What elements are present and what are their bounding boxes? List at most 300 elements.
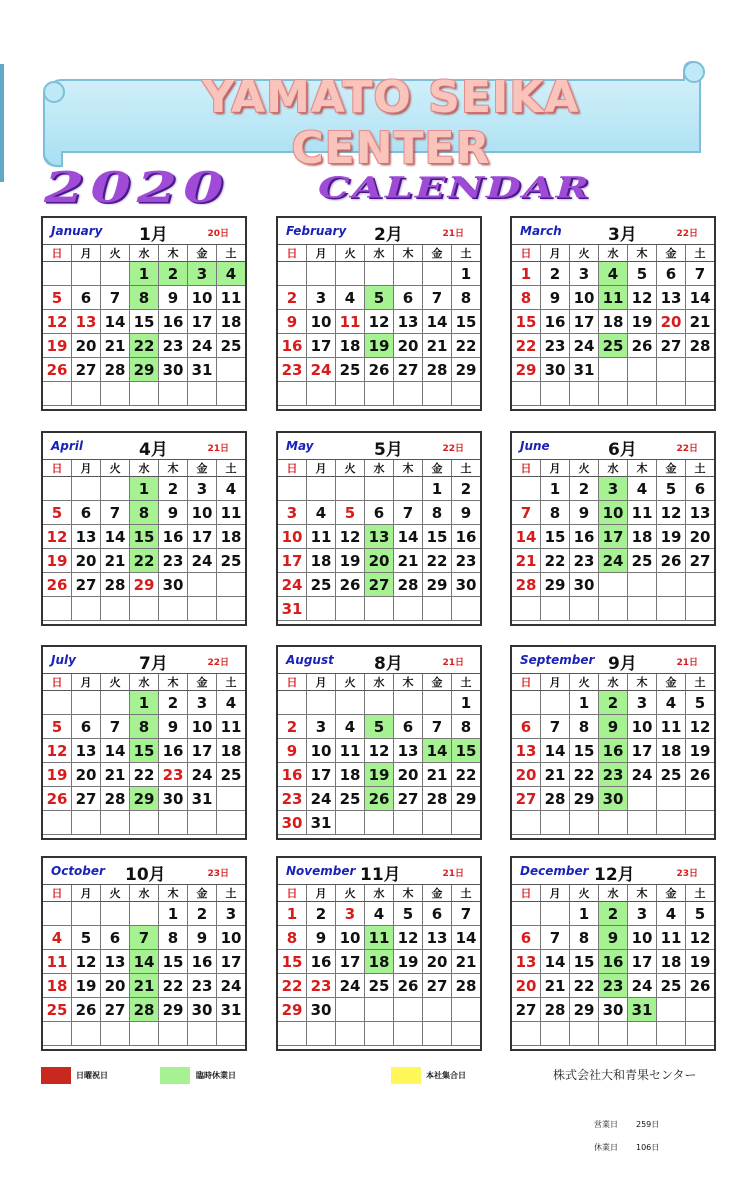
day-cell: 12 xyxy=(43,310,72,334)
day-cell: 11 xyxy=(599,286,628,310)
month-december xyxy=(510,856,716,1051)
day-cell: 21 xyxy=(452,950,480,974)
day-cell: 18 xyxy=(336,763,365,787)
day-cell: 23 xyxy=(159,549,188,573)
weekday-header: 水 xyxy=(599,245,628,262)
empty-cell xyxy=(657,811,686,835)
day-cell: 24 xyxy=(628,763,657,787)
day-cell: 20 xyxy=(72,549,101,573)
empty-cell xyxy=(159,1022,188,1046)
day-cell: 14 xyxy=(541,950,570,974)
month-header xyxy=(278,858,480,885)
day-cell: 16 xyxy=(599,950,628,974)
day-cell: 22 xyxy=(541,549,570,573)
day-cell: 22 xyxy=(452,334,480,358)
empty-cell xyxy=(512,382,541,406)
day-cell: 28 xyxy=(130,998,159,1022)
day-cell: 23 xyxy=(452,549,480,573)
month-june xyxy=(510,431,716,626)
day-cell: 11 xyxy=(217,501,245,525)
day-cell: 14 xyxy=(452,926,480,950)
day-cell: 1 xyxy=(278,902,307,926)
day-cell: 6 xyxy=(657,262,686,286)
day-cell: 18 xyxy=(217,525,245,549)
month-july xyxy=(41,645,247,840)
empty-cell xyxy=(657,358,686,382)
empty-cell xyxy=(188,1022,217,1046)
legend-swatch-meeting xyxy=(391,1067,421,1084)
empty-cell xyxy=(43,477,72,501)
year-heading: 2020 xyxy=(44,163,230,212)
day-cell: 9 xyxy=(159,286,188,310)
empty-cell xyxy=(365,691,394,715)
day-cell: 17 xyxy=(336,950,365,974)
month-name-jp: 8月 xyxy=(374,654,403,674)
empty-cell xyxy=(101,477,130,501)
weekday-header: 水 xyxy=(130,674,159,691)
day-cell: 16 xyxy=(159,525,188,549)
day-grid xyxy=(43,245,245,406)
day-cell: 29 xyxy=(512,358,541,382)
weekday-header: 木 xyxy=(159,885,188,902)
day-cell: 9 xyxy=(278,739,307,763)
empty-cell xyxy=(307,382,336,406)
weekday-header: 水 xyxy=(130,460,159,477)
day-cell: 13 xyxy=(423,926,452,950)
weekday-header: 月 xyxy=(541,885,570,902)
empty-cell xyxy=(72,597,101,621)
weekday-header: 土 xyxy=(686,245,714,262)
day-cell: 13 xyxy=(686,501,714,525)
day-cell: 27 xyxy=(423,974,452,998)
stat-label: 休業日 xyxy=(594,1143,618,1152)
day-cell: 30 xyxy=(599,998,628,1022)
day-cell: 9 xyxy=(541,286,570,310)
weekday-header: 水 xyxy=(365,460,394,477)
weekday-header: 金 xyxy=(657,245,686,262)
empty-cell xyxy=(278,262,307,286)
day-cell: 20 xyxy=(101,974,130,998)
day-cell: 22 xyxy=(130,334,159,358)
day-cell: 28 xyxy=(101,787,130,811)
day-cell: 11 xyxy=(336,310,365,334)
day-cell: 28 xyxy=(512,573,541,597)
day-cell: 4 xyxy=(336,715,365,739)
day-cell: 27 xyxy=(394,787,423,811)
month-name-jp: 6月 xyxy=(608,440,637,460)
day-cell: 8 xyxy=(159,926,188,950)
day-cell: 22 xyxy=(570,974,599,998)
empty-cell xyxy=(217,1022,245,1046)
day-cell: 24 xyxy=(278,573,307,597)
day-cell: 15 xyxy=(278,950,307,974)
empty-cell xyxy=(159,811,188,835)
empty-cell xyxy=(657,573,686,597)
day-cell: 26 xyxy=(72,998,101,1022)
day-cell: 10 xyxy=(628,715,657,739)
weekday-header: 月 xyxy=(307,460,336,477)
day-cell: 16 xyxy=(570,525,599,549)
day-cell: 1 xyxy=(570,902,599,926)
day-cell: 18 xyxy=(657,950,686,974)
empty-cell xyxy=(686,358,714,382)
empty-cell xyxy=(72,902,101,926)
day-cell: 9 xyxy=(452,501,480,525)
day-cell: 22 xyxy=(570,763,599,787)
empty-cell xyxy=(512,477,541,501)
weekday-header: 日 xyxy=(43,245,72,262)
day-cell: 21 xyxy=(541,763,570,787)
day-cell: 2 xyxy=(188,902,217,926)
weekday-header: 日 xyxy=(512,245,541,262)
day-cell: 29 xyxy=(130,787,159,811)
empty-cell xyxy=(336,262,365,286)
day-cell: 5 xyxy=(336,501,365,525)
day-cell: 26 xyxy=(43,573,72,597)
day-cell: 18 xyxy=(599,310,628,334)
empty-cell xyxy=(628,787,657,811)
empty-cell xyxy=(307,477,336,501)
empty-cell xyxy=(217,811,245,835)
month-header xyxy=(512,858,714,885)
day-cell: 21 xyxy=(101,549,130,573)
empty-cell xyxy=(394,998,423,1022)
empty-cell xyxy=(278,691,307,715)
empty-cell xyxy=(628,811,657,835)
day-grid xyxy=(278,674,480,835)
day-cell: 23 xyxy=(541,334,570,358)
day-cell: 26 xyxy=(628,334,657,358)
empty-cell xyxy=(217,787,245,811)
day-cell: 3 xyxy=(628,902,657,926)
empty-cell xyxy=(217,358,245,382)
day-cell: 11 xyxy=(628,501,657,525)
day-cell: 27 xyxy=(72,787,101,811)
month-august xyxy=(276,645,482,840)
empty-cell xyxy=(628,358,657,382)
day-cell: 7 xyxy=(452,902,480,926)
weekday-header: 日 xyxy=(278,245,307,262)
weekday-header: 金 xyxy=(423,245,452,262)
left-edge-line xyxy=(0,64,4,182)
empty-cell xyxy=(365,811,394,835)
empty-cell xyxy=(570,382,599,406)
month-header xyxy=(512,218,714,245)
day-cell: 17 xyxy=(307,763,336,787)
weekday-header: 木 xyxy=(159,460,188,477)
month-name-jp: 11月 xyxy=(360,865,401,885)
day-cell: 6 xyxy=(72,286,101,310)
day-cell: 15 xyxy=(159,950,188,974)
empty-cell xyxy=(570,597,599,621)
weekday-header: 金 xyxy=(188,245,217,262)
day-cell: 19 xyxy=(43,549,72,573)
day-cell: 13 xyxy=(72,310,101,334)
day-cell: 3 xyxy=(217,902,245,926)
day-cell: 7 xyxy=(130,926,159,950)
day-cell: 15 xyxy=(130,739,159,763)
empty-cell xyxy=(43,1022,72,1046)
empty-cell xyxy=(686,1022,714,1046)
weekday-header: 月 xyxy=(307,674,336,691)
month-name-en: July xyxy=(51,653,76,667)
day-cell: 22 xyxy=(130,763,159,787)
day-cell: 15 xyxy=(130,310,159,334)
empty-cell xyxy=(541,1022,570,1046)
day-cell: 29 xyxy=(570,787,599,811)
day-cell: 11 xyxy=(43,950,72,974)
day-cell: 2 xyxy=(541,262,570,286)
day-cell: 13 xyxy=(512,950,541,974)
day-cell: 2 xyxy=(159,691,188,715)
month-name-jp: 5月 xyxy=(374,440,403,460)
legend-label-closed: 臨時休業日 xyxy=(196,1071,236,1080)
day-cell: 16 xyxy=(159,739,188,763)
day-cell: 15 xyxy=(512,310,541,334)
day-cell: 3 xyxy=(188,477,217,501)
empty-cell xyxy=(72,382,101,406)
day-cell: 18 xyxy=(217,310,245,334)
day-cell: 14 xyxy=(423,739,452,763)
day-cell: 31 xyxy=(217,998,245,1022)
day-cell: 9 xyxy=(188,926,217,950)
weekday-header: 火 xyxy=(336,885,365,902)
working-day-count: 21日 xyxy=(442,658,464,668)
empty-cell xyxy=(541,597,570,621)
day-cell: 9 xyxy=(570,501,599,525)
day-cell: 4 xyxy=(307,501,336,525)
empty-cell xyxy=(512,811,541,835)
empty-cell xyxy=(188,597,217,621)
weekday-header: 金 xyxy=(657,460,686,477)
weekday-header: 水 xyxy=(130,245,159,262)
month-header xyxy=(512,647,714,674)
day-cell: 25 xyxy=(365,974,394,998)
day-cell: 5 xyxy=(72,926,101,950)
month-name-en: February xyxy=(286,224,347,238)
day-cell: 1 xyxy=(570,691,599,715)
day-cell: 30 xyxy=(159,787,188,811)
month-header xyxy=(43,858,245,885)
day-cell: 5 xyxy=(365,715,394,739)
day-cell: 2 xyxy=(599,691,628,715)
weekday-header: 土 xyxy=(686,460,714,477)
day-cell: 24 xyxy=(599,549,628,573)
empty-cell xyxy=(452,998,480,1022)
month-name-jp: 9月 xyxy=(608,654,637,674)
empty-cell xyxy=(43,902,72,926)
empty-cell xyxy=(512,691,541,715)
weekday-header: 月 xyxy=(307,885,336,902)
day-cell: 2 xyxy=(159,477,188,501)
day-cell: 7 xyxy=(101,501,130,525)
day-cell: 24 xyxy=(188,334,217,358)
day-cell: 1 xyxy=(423,477,452,501)
day-cell: 6 xyxy=(394,715,423,739)
weekday-header: 金 xyxy=(423,885,452,902)
day-cell: 1 xyxy=(130,477,159,501)
day-cell: 23 xyxy=(278,787,307,811)
day-cell: 14 xyxy=(541,739,570,763)
day-cell: 6 xyxy=(686,477,714,501)
day-cell: 25 xyxy=(217,334,245,358)
empty-cell xyxy=(423,691,452,715)
day-cell: 22 xyxy=(278,974,307,998)
day-grid xyxy=(43,460,245,621)
day-cell: 30 xyxy=(307,998,336,1022)
weekday-header: 火 xyxy=(101,460,130,477)
weekday-header: 土 xyxy=(217,885,245,902)
day-cell: 19 xyxy=(628,310,657,334)
day-cell: 8 xyxy=(130,286,159,310)
day-cell: 25 xyxy=(217,549,245,573)
title-banner xyxy=(36,58,716,176)
empty-cell xyxy=(130,1022,159,1046)
day-cell: 2 xyxy=(159,262,188,286)
day-cell: 24 xyxy=(628,974,657,998)
month-name-en: November xyxy=(286,864,356,878)
day-cell: 31 xyxy=(570,358,599,382)
empty-cell xyxy=(72,811,101,835)
day-cell: 26 xyxy=(43,787,72,811)
empty-cell xyxy=(394,262,423,286)
empty-cell xyxy=(394,1022,423,1046)
day-cell: 3 xyxy=(570,262,599,286)
day-cell: 5 xyxy=(628,262,657,286)
weekday-header: 日 xyxy=(512,674,541,691)
day-cell: 14 xyxy=(101,739,130,763)
empty-cell xyxy=(365,262,394,286)
month-header xyxy=(278,218,480,245)
day-cell: 22 xyxy=(423,549,452,573)
day-cell: 11 xyxy=(657,926,686,950)
day-cell: 9 xyxy=(278,310,307,334)
empty-cell xyxy=(365,1022,394,1046)
month-name-en: September xyxy=(520,653,595,667)
day-cell: 15 xyxy=(541,525,570,549)
day-cell: 26 xyxy=(686,763,714,787)
day-cell: 5 xyxy=(365,286,394,310)
empty-cell xyxy=(101,902,130,926)
empty-cell xyxy=(217,382,245,406)
day-cell: 3 xyxy=(188,262,217,286)
month-header xyxy=(278,433,480,460)
day-cell: 4 xyxy=(43,926,72,950)
month-header xyxy=(278,647,480,674)
day-cell: 11 xyxy=(657,715,686,739)
day-cell: 10 xyxy=(307,310,336,334)
day-cell: 4 xyxy=(657,691,686,715)
day-cell: 12 xyxy=(657,501,686,525)
day-grid xyxy=(512,674,714,835)
weekday-header: 水 xyxy=(599,674,628,691)
month-may xyxy=(276,431,482,626)
weekday-header: 月 xyxy=(541,460,570,477)
day-cell: 2 xyxy=(307,902,336,926)
day-cell: 13 xyxy=(365,525,394,549)
day-cell: 15 xyxy=(570,950,599,974)
day-cell: 29 xyxy=(423,573,452,597)
day-cell: 29 xyxy=(130,573,159,597)
day-cell: 21 xyxy=(423,763,452,787)
day-cell: 5 xyxy=(686,691,714,715)
day-cell: 25 xyxy=(336,358,365,382)
empty-cell xyxy=(72,262,101,286)
empty-cell xyxy=(423,811,452,835)
day-cell: 4 xyxy=(628,477,657,501)
empty-cell xyxy=(599,573,628,597)
weekday-header: 日 xyxy=(278,460,307,477)
day-cell: 29 xyxy=(130,358,159,382)
day-cell: 19 xyxy=(686,950,714,974)
weekday-header: 日 xyxy=(43,674,72,691)
empty-cell xyxy=(307,691,336,715)
day-cell: 20 xyxy=(512,763,541,787)
day-cell: 19 xyxy=(365,763,394,787)
day-cell: 21 xyxy=(686,310,714,334)
month-march xyxy=(510,216,716,411)
empty-cell xyxy=(452,382,480,406)
day-cell: 13 xyxy=(101,950,130,974)
day-grid xyxy=(512,460,714,621)
empty-cell xyxy=(365,477,394,501)
empty-cell xyxy=(365,382,394,406)
month-name-jp: 3月 xyxy=(608,225,637,245)
day-cell: 2 xyxy=(599,902,628,926)
day-cell: 1 xyxy=(130,691,159,715)
empty-cell xyxy=(394,811,423,835)
month-name-en: May xyxy=(286,439,314,453)
month-name-en: March xyxy=(520,224,562,238)
day-cell: 25 xyxy=(599,334,628,358)
empty-cell xyxy=(686,811,714,835)
weekday-header: 木 xyxy=(394,460,423,477)
weekday-header: 金 xyxy=(188,674,217,691)
day-cell: 21 xyxy=(541,974,570,998)
day-cell: 5 xyxy=(394,902,423,926)
day-cell: 13 xyxy=(394,739,423,763)
day-cell: 16 xyxy=(541,310,570,334)
month-name-jp: 2月 xyxy=(374,225,403,245)
weekday-header: 金 xyxy=(188,885,217,902)
day-cell: 28 xyxy=(394,573,423,597)
day-cell: 25 xyxy=(657,974,686,998)
day-cell: 28 xyxy=(541,787,570,811)
day-cell: 21 xyxy=(130,974,159,998)
day-cell: 27 xyxy=(686,549,714,573)
empty-cell xyxy=(130,382,159,406)
empty-cell xyxy=(599,358,628,382)
day-cell: 9 xyxy=(307,926,336,950)
working-day-count: 20日 xyxy=(207,229,229,239)
day-cell: 30 xyxy=(541,358,570,382)
day-cell: 6 xyxy=(394,286,423,310)
day-cell: 12 xyxy=(686,715,714,739)
day-cell: 13 xyxy=(72,525,101,549)
empty-cell xyxy=(336,691,365,715)
empty-cell xyxy=(72,477,101,501)
day-cell: 21 xyxy=(423,334,452,358)
empty-cell xyxy=(686,573,714,597)
day-cell: 16 xyxy=(188,950,217,974)
day-cell: 17 xyxy=(628,739,657,763)
day-grid xyxy=(43,674,245,835)
working-day-count: 23日 xyxy=(676,869,698,879)
empty-cell xyxy=(657,1022,686,1046)
day-cell: 13 xyxy=(512,739,541,763)
stat-value: 106日 xyxy=(636,1143,660,1152)
day-cell: 8 xyxy=(130,501,159,525)
